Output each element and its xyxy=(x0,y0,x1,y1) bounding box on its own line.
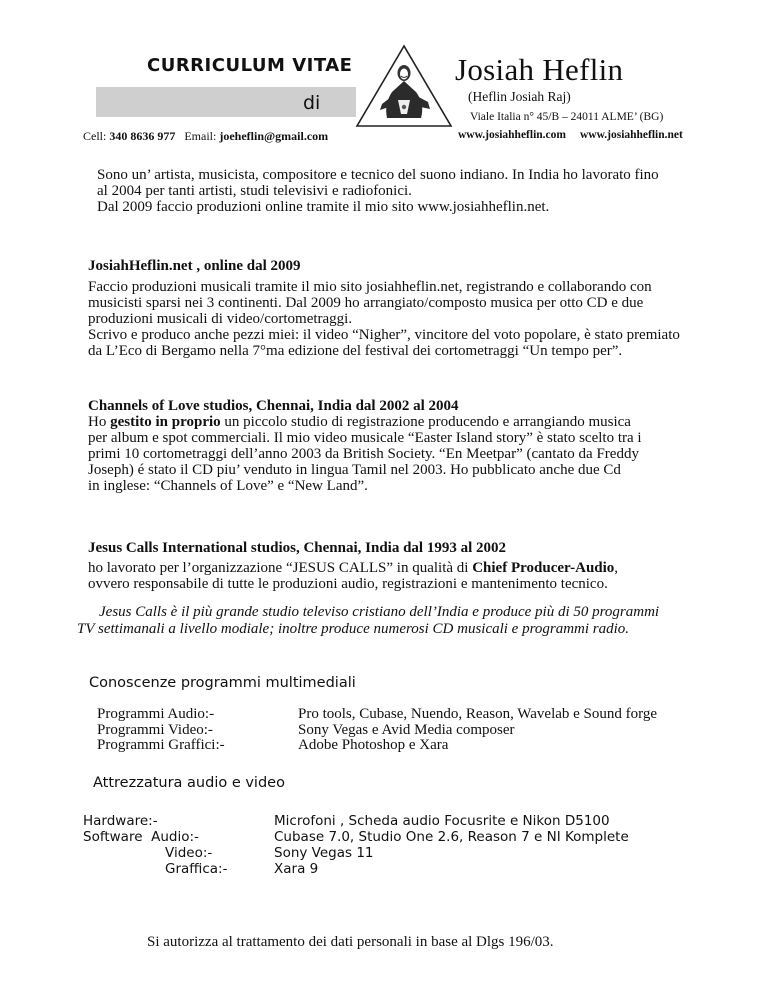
equipment-value: Cubase 7.0, Studio One 2.6, Reason 7 e NI Komplete xyxy=(274,829,629,845)
website-link-net[interactable]: www.josiahheflin.net xyxy=(579,129,683,141)
section-line: per album e spot commerciali. Il mio video musicale “Easter Island story” è stato scelto tra i xyxy=(88,430,642,446)
text-run: , xyxy=(614,560,619,576)
equipment-label: Hardware:- xyxy=(83,813,158,829)
equipment-value: Microfoni , Scheda audio Focusrite e Nikon D5100 xyxy=(274,813,610,829)
section-line: in inglese: “Channels of Love” e “New Land”. xyxy=(88,478,368,494)
section-line: musicisti sparsi nei 3 continenti. Dal 2009 ho arrangiato/composto musica per otto CD e due xyxy=(88,295,644,311)
cell-label: Cell: xyxy=(83,129,107,143)
intro-line: Dal 2009 faccio produzioni online tramite il mio sito www.josiahheflin.net. xyxy=(97,199,550,215)
jesus-calls-quote xyxy=(77,604,737,638)
software-values xyxy=(298,707,657,754)
person-address: Viale Italia n° 45/B – 24011 ALME’ (BG) xyxy=(470,111,664,123)
person-name: Josiah Heflin xyxy=(455,52,624,87)
section-line: Faccio produzioni musicali tramite il mio sito josiahheflin.net, registrando e collaborando con xyxy=(88,279,652,295)
equipment-heading: Attrezzatura audio e video xyxy=(93,775,285,791)
cell-value: 340 8636 977 xyxy=(109,129,176,143)
text-bold: Chief Producer-Audio xyxy=(472,560,615,576)
section-line: Joseph) é stato il CD piu’ venduto in lingua Tamil nel 2003. Ho pubblicato anche due Cd xyxy=(88,462,621,478)
software-value: Pro tools, Cubase, Nuendo, Reason, Wavelab e Sound forge xyxy=(298,706,658,722)
section-line xyxy=(88,414,738,430)
email-label: Email: xyxy=(184,129,217,143)
section-line xyxy=(88,560,738,576)
text-run: ho lavorato per l’organizzazione “JESUS CALLS” in qualità di xyxy=(88,560,473,576)
text-run: un piccolo studio di registrazione producendo e arrangiando musica xyxy=(220,414,631,430)
section-channels-of-love xyxy=(88,398,738,494)
equipment-value: Sony Vegas 11 xyxy=(274,845,374,861)
triangle-portrait-logo xyxy=(354,44,454,128)
equipment-value: Xara 9 xyxy=(274,861,319,877)
equipment-label: Software Audio:- xyxy=(83,829,199,845)
software-label: Programmi Graffici:- xyxy=(97,737,225,753)
software-value: Sony Vegas e Avid Media composer xyxy=(298,721,515,738)
cv-title: CURRICULUM VITAE xyxy=(147,55,353,76)
email-value[interactable]: joeheflin@gmail.com xyxy=(219,129,329,143)
contact-line xyxy=(83,129,328,144)
website-link-com[interactable]: www.josiahheflin.com xyxy=(458,129,566,141)
quote-line: Jesus Calls è il più grande studio televiso cristiano dell’India e produce più di 50 programmi xyxy=(99,604,660,620)
privacy-footer: Si autorizza al trattamento dei dati personali in base al Dlgs 196/03. xyxy=(147,934,554,950)
section-jesus-calls xyxy=(88,540,738,592)
software-label: Programmi Audio:- xyxy=(97,706,215,722)
equipment-labels xyxy=(83,813,227,877)
equipment-label: Video:- xyxy=(165,845,213,861)
section-line: primi 10 cortometraggi dell’anno 2003 da British Society. “En Meetpar” (cantato da Freddy xyxy=(88,446,639,462)
quote-line: TV settimanali a livello modiale; inoltre produce numerosi CD musicali e programmi radio. xyxy=(77,621,630,637)
text-bold: gestito in proprio xyxy=(110,414,221,430)
software-label: Programmi Video:- xyxy=(97,721,213,738)
software-labels xyxy=(97,707,225,754)
section-heading: JosiahHeflin.net , online dal 2009 xyxy=(88,258,301,274)
website-links xyxy=(458,129,683,141)
intro-line: al 2004 per tanti artisti, studi televisivi e radiofonici. xyxy=(97,183,412,199)
section-line: produzioni musicali di video/cortometraggi. xyxy=(88,311,353,327)
section-heading: Jesus Calls International studios, Chennai, India dal 1993 al 2002 xyxy=(88,540,507,556)
person-alias: (Heflin Josiah Raj) xyxy=(468,89,571,104)
software-heading: Conoscenze programmi multimediali xyxy=(89,675,356,691)
software-value: Adobe Photoshop e Xara xyxy=(298,737,449,753)
intro-paragraph xyxy=(97,167,737,215)
section-line: da L’Eco di Bergamo nella 7°ma edizione del festival dei cortometraggi “Un tempo per”. xyxy=(88,343,623,359)
equipment-values xyxy=(274,813,629,877)
section-josiahheflin-net xyxy=(88,258,738,359)
section-heading: Channels of Love studios, Chennai, India dal 2002 al 2004 xyxy=(88,398,459,414)
cv-di-label: di xyxy=(303,92,321,114)
equipment-label: Graffica:- xyxy=(165,861,228,877)
text-run: Ho xyxy=(88,414,111,430)
section-line: Scrivo e produco anche pezzi miei: il video “Nigher”, vincitore del voto popolare, è stato premiato xyxy=(88,327,680,343)
section-line: ovvero responsabile di tutte le produzioni audio, registrazioni e mantenimento tecnico. xyxy=(88,576,608,592)
intro-line: Sono un’ artista, musicista, compositore e tecnico del suono indiano. In India ho lavorato fino xyxy=(97,167,659,183)
